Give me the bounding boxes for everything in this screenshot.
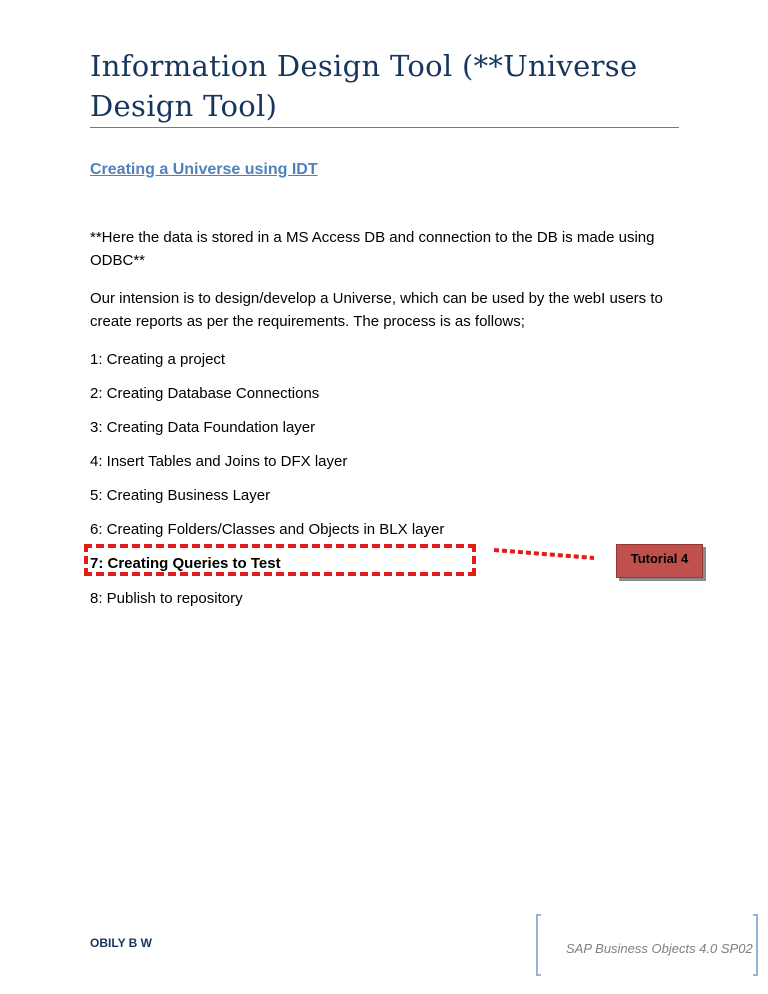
title-underline-rule xyxy=(90,127,679,128)
intro-purpose: Our intension is to design/develop a Universe, which can be used by the webI users to create reports as per the requirements. The process is as follows; xyxy=(90,290,663,330)
dashed-connector-line xyxy=(494,544,594,564)
step-3: 3: Creating Data Foundation layer xyxy=(90,419,316,436)
document-title xyxy=(90,46,690,126)
footer-product: SAP Business Objects 4.0 SP02 xyxy=(566,941,753,956)
section-heading: Creating a Universe using IDT xyxy=(90,161,318,178)
highlight-dashed-box xyxy=(84,544,476,576)
step-1: 1: Creating a project xyxy=(90,351,226,368)
step-8: 8: Publish to repository xyxy=(90,590,243,607)
title-line-2: Design Tool) xyxy=(90,89,278,123)
footer-left-bracket xyxy=(536,914,542,976)
step-6: 6: Creating Folders/Classes and Objects in BLX layer xyxy=(90,521,445,538)
tutorial-badge: Tutorial 4 xyxy=(616,544,703,578)
step-5: 5: Creating Business Layer xyxy=(90,487,271,504)
footer-author: OBILY B W xyxy=(90,936,153,950)
title-line-1: Information Design Tool (**Universe xyxy=(90,49,638,83)
step-7-highlighted: 7: Creating Queries to Test xyxy=(90,555,281,572)
intro-note: **Here the data is stored in a MS Access DB and connection to the DB is made using ODBC** xyxy=(90,229,655,269)
step-4: 4: Insert Tables and Joins to DFX layer xyxy=(90,453,348,470)
footer-right-bracket xyxy=(752,914,758,976)
step-2: 2: Creating Database Connections xyxy=(90,385,320,402)
